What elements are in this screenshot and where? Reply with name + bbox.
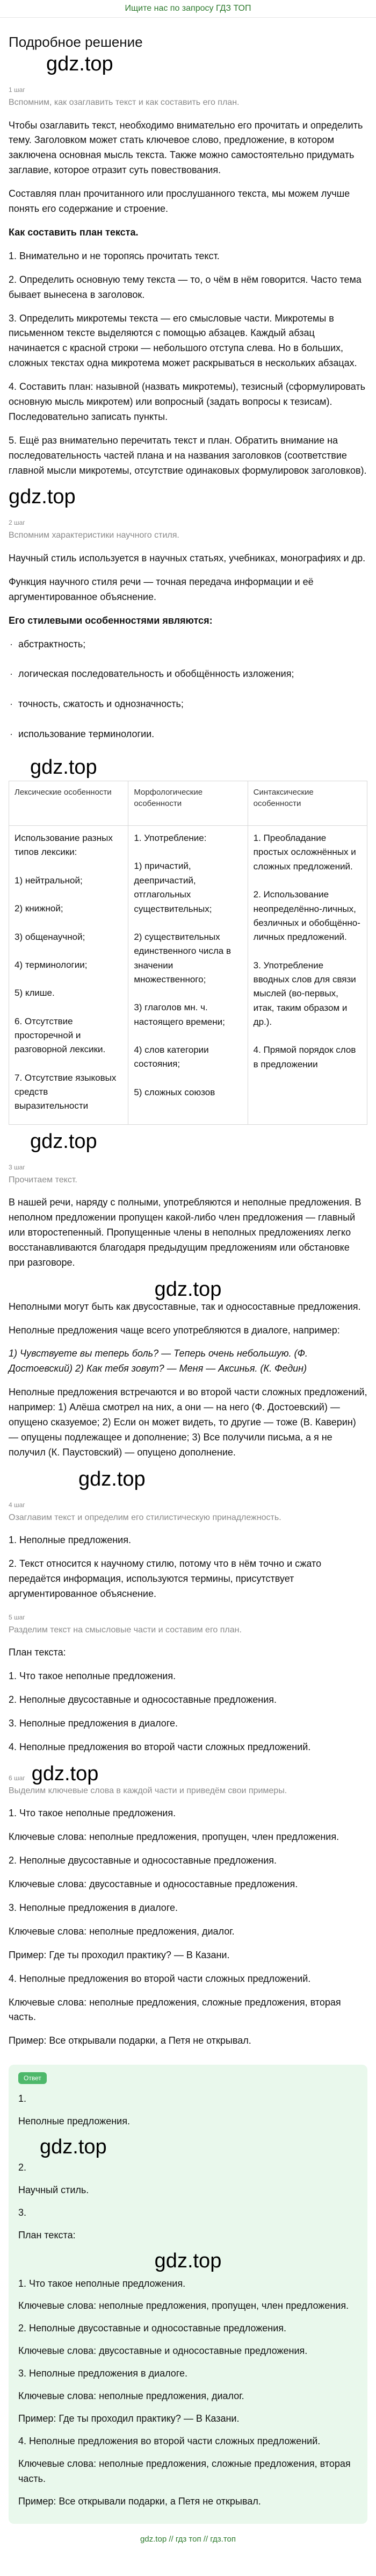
keywords: Ключевые слова: неполные предложения, диалог.	[9, 1925, 235, 1937]
answer-text: Неполные предложения.	[18, 2116, 130, 2127]
page-title: Подробное решение	[9, 34, 143, 50]
keywords: Ключевые слова: неполные предложения, сложные предложения, вторая часть.	[9, 1996, 341, 2023]
example: Пример: Где ты проходил практику? — В Казани.	[18, 2413, 240, 2424]
list-item: · абстрактность;	[18, 637, 367, 652]
cell-line: 2. Использование неопределённо-личных, безличных и обобщённо-личных предложений.	[253, 889, 360, 943]
step-label: 4 шаг	[9, 1501, 25, 1509]
step-label: 5 шаг	[9, 1613, 25, 1621]
paragraph: Неполные предложения встречаются и во второй части сложных предложений, например: 1) Алёша смотрел на них, а они — на него (Ф. Достоевский) — опущено сказуемое; 2) Если он может видеть, то другие — тоже (В. Каверин) — опущены подлежащее и дополнение; 3) Все получили письма, а я не получил (К. Паустовский) — опущено дополнение.	[9, 1387, 367, 1458]
solution-content	[0, 34, 376, 2524]
watermark: gdz.top	[40, 2136, 107, 2159]
cell-line: 5) сложных союзов	[134, 1087, 215, 1097]
answer-text: План текста:	[18, 2229, 76, 2240]
watermark: gdz.top	[154, 2249, 222, 2272]
watermark: gdz.top	[154, 1278, 222, 1301]
paragraph: 2. Неполные двусоставные и односоставные предложения.	[9, 1855, 277, 1866]
paragraph: План текста:	[9, 1647, 66, 1658]
paragraph: 2. Текст относится к научному стилю, потому что в нём точно и сжато передаётся информация, используются термины, присутствует аргументированное объяснение.	[9, 1558, 322, 1599]
paragraph: 1. Внимательно и не торопясь прочитать текст.	[9, 250, 220, 261]
cell-line: Использование разных типов лексики:	[15, 833, 113, 858]
step-label: 6 шаг	[9, 1774, 25, 1782]
paragraph: 3. Определить микротемы текста — его смысловые части. Микротемы в письменном тексте выделяются с помощью абзацев. Каждый абзац начинается с красной строки — небольшого отступа слева. Но в больших, сложных текстах одна микротема может раскрываться в нескольких абзацах.	[9, 312, 357, 369]
paragraph: 1) Чувствуете вы теперь боль? — Теперь очень небольшую. (Ф. Достоевский) 2) Как тебя зовут? — Меня — Аксинья. (К. Федин)	[9, 1348, 308, 1374]
cell-line: 1) нейтральной;	[15, 875, 83, 886]
cell-line: 1. Употребление:	[134, 833, 207, 844]
paragraph: 2. Определить основную тему текста — то, о чём в нём говорится. Часто тема бывает вынесена в заголовок.	[9, 274, 361, 300]
step-label: 2 шаг	[9, 519, 25, 527]
features-table	[9, 781, 367, 1124]
plan-item: 4. Неполные предложения во второй части сложных предложений.	[18, 2435, 321, 2446]
cell-line: 4) слов категории состояния;	[134, 1044, 209, 1069]
step-hint: Озаглавим текст и определим его стилистическую принадлежность.	[9, 1512, 281, 1522]
paragraph: 1. Неполные предложения.	[9, 1535, 131, 1546]
plan-item: 2. Неполные двусоставные и односоставные предложения.	[9, 1694, 277, 1706]
step-hint: Прочитаем текст.	[9, 1175, 77, 1184]
paragraph: Неполными могут быть как двусоставные, так и односоставные предложения.	[9, 1301, 361, 1312]
subheading: Как составить план текста.	[9, 226, 139, 238]
answer-tag: Ответ	[18, 2072, 47, 2084]
paragraph: В нашей речи, наряду с полными, употребляются и неполные предложения. В неполном предложении пропущен какой-либо член предложения — главный или второстепенный. Пропущенные члены в неполных предложениях легко восстанавливаются благодаря предыдущим предложениям или обстановке при разговоре.	[9, 1197, 361, 1268]
list-item: · логическая последовательность и обобщённость изложения;	[18, 667, 367, 682]
list-item: · точность, сжатость и однозначность;	[18, 697, 367, 712]
example: Пример: Все открывали подарки, а Петя не открывал.	[18, 2495, 261, 2507]
paragraph: Чтобы озаглавить текст, необходимо внимательно его прочитать и определить тему. Заголовком может стать ключевое слово, предложение, в котором заключена основная мысль текста. Также можно самостоятельно придумать заглавие, которое отразит суть повествования.	[9, 119, 363, 176]
answer-number: 2.	[18, 2162, 27, 2173]
answer-number: 3.	[18, 2207, 27, 2218]
cell-line: 1. Преобладание простых осложнённых и сложных предложений.	[253, 833, 356, 872]
watermark: gdz.top	[9, 486, 76, 509]
table-cell	[128, 826, 248, 1124]
plan-item: 3. Неполные предложения в диалоге.	[9, 1718, 178, 1729]
plan-item: 2. Неполные двусоставные и односоставные предложения.	[18, 2323, 286, 2334]
cell-line: 2) книжной;	[15, 903, 63, 914]
keywords: Ключевые слова: двусоставные и односоставные предложения.	[18, 2345, 308, 2357]
paragraph: 4. Неполные предложения во второй части сложных предложений.	[9, 1973, 311, 1984]
cell-line: 5) клише.	[15, 988, 55, 998]
example: Пример: Где ты проходил практику? — В Казани.	[9, 1949, 230, 1960]
cell-line: 2) существительных единственного числа в значении множественного;	[134, 931, 232, 984]
table-cell	[9, 826, 128, 1124]
cell-line: 6. Отсутствие просторечной и разговорной лексики.	[15, 1016, 106, 1055]
cell-line: 7. Отсутствие языковых средств выразительности	[15, 1072, 117, 1111]
example: Пример: Все открывали подарки, а Петя не открывал.	[9, 2035, 251, 2046]
keywords: Ключевые слова: неполные предложения, сложные предложения, вторая часть.	[18, 2458, 351, 2484]
plan-item: 1. Что такое неполные предложения.	[18, 2278, 186, 2289]
cell-line: 3) глаголов мн. ч. настоящего времени;	[134, 1002, 225, 1027]
subheading: Его стилевыми особенностями являются:	[9, 615, 213, 626]
step-header	[9, 1764, 367, 1784]
paragraph: Неполные предложения чаще всего употребляются в диалоге, например:	[9, 1324, 340, 1336]
cell-line: 4) терминологии;	[15, 959, 88, 970]
keywords: Ключевые слова: неполные предложения, пропущен, член предложения.	[9, 1831, 339, 1843]
paragraph: 4. Составить план: назывной (назвать микротемы), тезисный (сформулировать основную мысль микротем) или вопросный (задать вопросы к тезисам). Последовательно записать пункты.	[9, 381, 365, 422]
step-hint: Вспомним, как озаглавить текст и как составить его план.	[9, 98, 240, 107]
paragraph: Составляя план прочитанного или прослушанного текста, мы можем лучше понять его содержание и строение.	[9, 188, 350, 215]
paragraph: Научный стиль используется в научных статьях, учебниках, монографиях и др.	[9, 553, 366, 563]
plan-item: 4. Неполные предложения во второй части сложных предложений.	[9, 1741, 311, 1752]
cell-line: 3) общенаучной;	[15, 931, 85, 942]
step-hint: Вспомним характеристики научного стиля.	[9, 531, 179, 540]
watermark: gdz.top	[78, 1467, 146, 1490]
step-hint: Разделим текст на смысловые части и составим его план.	[9, 1625, 242, 1635]
cell-line: 4. Прямой порядок слов в предложении	[253, 1045, 356, 1069]
step-label: 1 шаг	[9, 86, 25, 94]
answer-text: Научный стиль.	[18, 2184, 89, 2195]
plan-item: 3. Неполные предложения в диалоге.	[18, 2368, 187, 2379]
top-banner[interactable]: Ищите нас по запросу ГДЗ ТОП	[0, 0, 376, 18]
step-label: 3 шаг	[9, 1163, 25, 1171]
table-header: Морфологические особенности	[128, 781, 248, 826]
list-item: · использование терминологии.	[18, 727, 367, 742]
watermark: gdz.top	[30, 1130, 97, 1153]
watermark: gdz.top	[30, 756, 97, 779]
table-header: Синтаксические особенности	[248, 781, 367, 826]
bottom-banner[interactable]: gdz.top // гдз топ // гдз.топ	[140, 2535, 236, 2544]
paragraph: 1. Что такое неполные предложения.	[9, 1808, 176, 1819]
paragraph: 5. Ещё раз внимательно перечитать текст и план. Обратить внимание на последовательность частей плана и на названия заголовков (соответствие главной мысли микротемы, отсутствие одинаковых формулировок заголовков).	[9, 434, 367, 476]
cell-line: 1) причастий, деепричастий, отглагольных существительных;	[134, 861, 212, 914]
keywords: Ключевые слова: неполные предложения, диалог.	[18, 2391, 244, 2402]
cell-line: 3. Употребление вводных слов для связи мыслей (во-первых, итак, таким образом и др.).	[253, 960, 356, 1027]
answer-box	[9, 2065, 367, 2524]
watermark: gdz.top	[31, 1762, 99, 1785]
keywords: Ключевые слова: двусоставные и односоставные предложения.	[9, 1879, 298, 1890]
style-features-list	[9, 637, 367, 743]
table-header: Лексические особенности	[9, 781, 128, 826]
keywords: Ключевые слова: неполные предложения, пропущен, член предложения.	[18, 2300, 349, 2311]
paragraph: Функция научного стиля речи — точная передача информации и её аргументированное объяснение.	[9, 576, 314, 602]
answer-number: 1.	[18, 2093, 27, 2104]
step-hint: Выделим ключевые слова в каждой части и приведём свои примеры.	[9, 1786, 287, 1795]
paragraph: 3. Неполные предложения в диалоге.	[9, 1902, 178, 1914]
plan-item: 1. Что такое неполные предложения.	[9, 1671, 176, 1682]
table-cell	[248, 826, 367, 1124]
watermark: gdz.top	[46, 53, 113, 75]
